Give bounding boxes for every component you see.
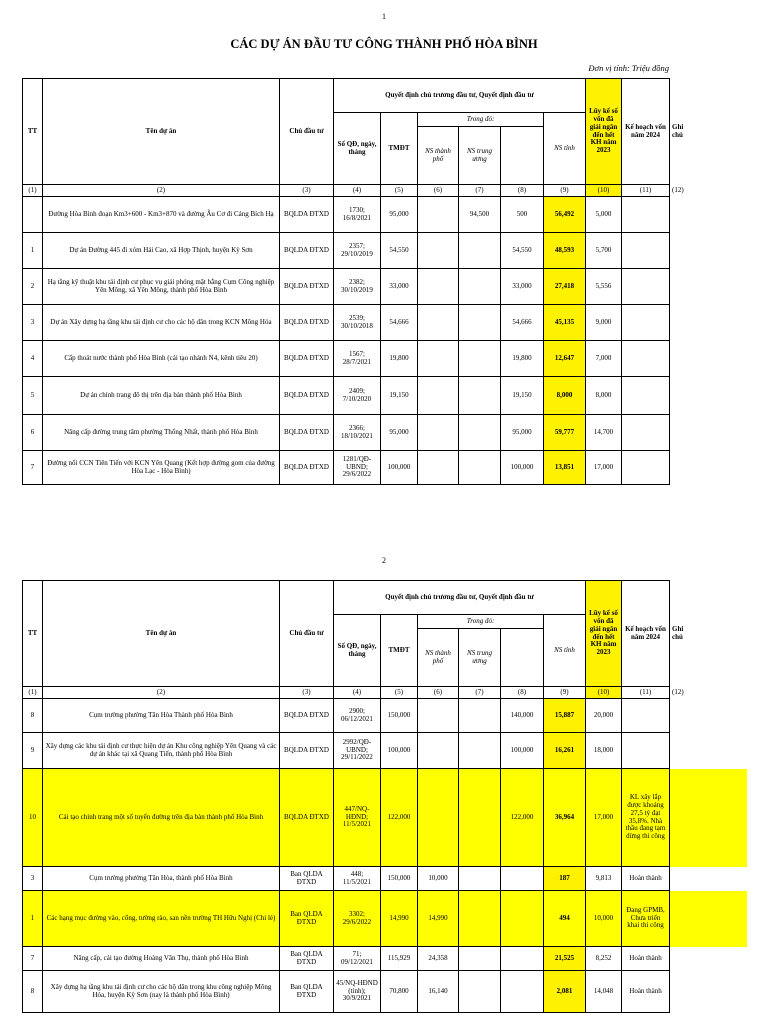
ns-city: 14,990 xyxy=(418,891,459,947)
ns-central xyxy=(459,341,501,377)
ns-city xyxy=(418,341,459,377)
column-number: (5) xyxy=(381,687,418,699)
header-accum: Lũy kế số vốn đã giải ngân đến hết KH năm 2023 xyxy=(586,79,622,185)
table-row xyxy=(23,415,670,451)
accum-disbursed: 2,081 xyxy=(544,971,586,1013)
plan-2024: 9,813 xyxy=(586,867,622,891)
plan-2024: 5,556 xyxy=(586,269,622,305)
plan-2024: 8,252 xyxy=(586,947,622,971)
ns-city: 24,358 xyxy=(418,947,459,971)
plan-2024: 5,000 xyxy=(586,197,622,233)
ns-province: 54,550 xyxy=(501,233,544,269)
project-name: Cụm trường phường Tân Hòa, thành phố Hòa Bình xyxy=(43,867,280,891)
header-owner: Chủ đầu tư xyxy=(280,79,334,185)
project-name: Cụm trường phường Tân Hòa Thành phố Hòa Bình xyxy=(43,699,280,733)
accum-disbursed: 45,135 xyxy=(544,305,586,341)
accum-disbursed: 13,851 xyxy=(544,451,586,485)
note: Đang GPMB, Chưa triển khai thi công xyxy=(622,891,670,947)
column-number: (3) xyxy=(280,687,334,699)
project-name: Đường nối CCN Tiên Tiến với KCN Yên Quang (Kết hợp đường gom của đường Hòa Lạc - Hòa Bình) xyxy=(43,451,280,485)
plan-2024: 18,000 xyxy=(586,733,622,769)
project-name: Xây dựng các khu tái định cư thực hiện dự án Khu công nghiệp Yên Quang và các dự án khác tại xã Quang Tiến, thành phố Hòa Bình xyxy=(43,733,280,769)
header-of-which: Trong đó: xyxy=(418,113,544,127)
row-tt: 6 xyxy=(23,415,43,451)
tmdt: 54,666 xyxy=(381,305,418,341)
column-number: (7) xyxy=(459,185,501,197)
ns-city: 10,000 xyxy=(418,867,459,891)
table-row xyxy=(23,867,670,891)
column-number: (8) xyxy=(501,185,544,197)
header-ns-central: NS trung ương xyxy=(459,629,501,687)
ns-city xyxy=(418,451,459,485)
row-tt: 2 xyxy=(23,269,43,305)
header-project: Tên dự án xyxy=(43,581,280,687)
tmdt: 19,150 xyxy=(381,377,418,415)
projects-table-2: TT Tên dự án Chủ đầu tư Quyết định chủ trương đầu tư, Quyết định đầu tư Lũy kế số vốn đã giải ngân đến hết KH năm 2023 Kế hoạch vốn năm 2024 Ghi chú Số QĐ, ngày, tháng TMĐT Trong đó: NS tỉnh NS thành phố NS trung ương (1) (2) (3) (4) (5) (6) (7) (8) (9) (10) (11) (12) 8 Cụm trường phường Tân Hòa Thành phố Hòa Bình BQLDA ĐTXD 2900; 06/12/2021 150,000 140,000 15,887 20,000 9 Xây dựng các khu tái định cư thực hiện dự án Khu công nghiệp Yên Quang và các dự án khác tại xã Quang Tiến, thành phố Hòa Bình BQLDA ĐTXD 2992/QĐ-UBND; 29/11/2022 100,000 100,000 16,261 18,000 10 Cải tạo chỉnh trang một số tuyến đường trên địa bàn thành phố Hòa Bình BQLDA ĐTXD 447/NQ-HĐND; 11/5/2021 122,000 122,000 36,964 17,000 KL xây lắp được khoảng 27,5 tỷ đạt 35,8%. Nhà thầu đang tạm dừng thi công 3 Cụm trường phường Tân Hòa, thành phố Hòa Bình Ban QLDA ĐTXD 448; 11/5/2021 150,000 10,000 187 9,813 Hoàn thành 1 Các hạng mục đường vào, cổng, tường rào, san nền trường TH Hữu Nghị (Chi lẻ) Ban QLDA ĐTXD 3302; 29/6/2022 14,990 14,990 494 10,000 Đang GPMB, Chưa triển khai thi công 7 Nâng cấp, cải tạo đường Hoàng Văn Thụ, thành phố Hòa Bình Ban QLDA ĐTXD 71; 09/12/2021 115,929 24,358 21,525 8,252 Hoàn thành 8 Xây dựng hạ tầng khu tái định cư cho các hộ dân trong khu công nghiệp Mông Hóa, huyện Kỳ Sơn (nay là thành phố Hòa Bình) Ban QLDA ĐTXD 45/NQ-HĐND (tỉnh); 30/9/2021 70,800 16,140 2,081 14,048 Hoàn thành xyxy=(22,580,670,1013)
project-name: Cải tạo chỉnh trang một số tuyến đường trên địa bàn thành phố Hòa Bình xyxy=(43,769,280,867)
ns-province: 19,800 xyxy=(501,341,544,377)
header-ns-central: NS trung ương xyxy=(459,127,501,185)
column-number: (11) xyxy=(622,687,670,699)
note xyxy=(622,451,670,485)
column-number: (6) xyxy=(418,185,459,197)
project-name: Đường Hòa Bình đoạn Km3+600 - Km3+870 và đường Âu Cơ đi Cảng Bích Hạ xyxy=(43,197,280,233)
header-project: Tên dự án xyxy=(43,79,280,185)
column-number: (2) xyxy=(43,185,280,197)
ns-central xyxy=(459,867,501,891)
decision-no: 2539; 30/10/2018 xyxy=(334,305,381,341)
ns-central xyxy=(459,269,501,305)
table-row xyxy=(23,947,670,971)
row-highlight-extension xyxy=(670,891,747,947)
decision-no: 3302; 29/6/2022 xyxy=(334,891,381,947)
tmdt: 54,550 xyxy=(381,233,418,269)
header-ns-city: NS thành phố xyxy=(418,127,459,185)
ns-central xyxy=(459,947,501,971)
header-decision-group: Quyết định chủ trương đầu tư, Quyết định đầu tư xyxy=(334,581,586,615)
ns-city xyxy=(418,415,459,451)
table-row xyxy=(23,341,670,377)
header-plan: Kế hoạch vốn năm 2024 xyxy=(622,581,670,687)
note: Hoàn thành xyxy=(622,971,670,1013)
plan-2024: 5,700 xyxy=(586,233,622,269)
project-name: Nâng cấp, cải tạo đường Hoàng Văn Thụ, thành phố Hòa Bình xyxy=(43,947,280,971)
row-tt xyxy=(23,197,43,233)
header-tmdt: TMĐT xyxy=(381,113,418,185)
tmdt: 150,000 xyxy=(381,867,418,891)
row-tt: 5 xyxy=(23,377,43,415)
column-number: (10) xyxy=(586,687,622,699)
note xyxy=(622,197,670,233)
note xyxy=(622,341,670,377)
ns-province: 100,000 xyxy=(501,451,544,485)
ns-province: 33,000 xyxy=(501,269,544,305)
owner: BQLDA ĐTXD xyxy=(280,699,334,733)
ns-province: 140,000 xyxy=(501,699,544,733)
table-row xyxy=(23,451,670,485)
column-number: (9) xyxy=(544,687,586,699)
accum-disbursed: 16,261 xyxy=(544,733,586,769)
plan-2024: 10,000 xyxy=(586,891,622,947)
ns-central xyxy=(459,769,501,867)
ns-province: 100,000 xyxy=(501,733,544,769)
note xyxy=(622,733,670,769)
accum-disbursed: 494 xyxy=(544,891,586,947)
header-decision-no: Số QĐ, ngày, tháng xyxy=(334,113,381,185)
column-number: (11) xyxy=(622,185,670,197)
note xyxy=(622,269,670,305)
accum-disbursed: 27,418 xyxy=(544,269,586,305)
header-ns-province: NS tỉnh xyxy=(544,113,586,185)
note xyxy=(622,377,670,415)
decision-no: 2357; 29/10/2019 xyxy=(334,233,381,269)
plan-2024: 8,000 xyxy=(586,377,622,415)
owner: BQLDA ĐTXD xyxy=(280,269,334,305)
ns-central xyxy=(459,415,501,451)
accum-disbursed: 48,593 xyxy=(544,233,586,269)
row-tt: 7 xyxy=(23,451,43,485)
project-name: Dự án Xây dựng hạ tầng khu tái định cư cho các hộ dân trong KCN Mông Hóa xyxy=(43,305,280,341)
table-row xyxy=(23,197,670,233)
project-name: Dự án chỉnh trang đô thị trên địa bàn thành phố Hòa Bình xyxy=(43,377,280,415)
column-number: (4) xyxy=(334,687,381,699)
table-row xyxy=(23,269,670,305)
owner: BQLDA ĐTXD xyxy=(280,233,334,269)
tmdt: 33,000 xyxy=(381,269,418,305)
accum-disbursed: 8,000 xyxy=(544,377,586,415)
accum-disbursed: 21,525 xyxy=(544,947,586,971)
project-name: Nâng cấp đường trung tâm phường Thống Nhất, thành phố Hòa Bình xyxy=(43,415,280,451)
owner: Ban QLDA ĐTXD xyxy=(280,947,334,971)
header-ns-city: NS thành phố xyxy=(418,629,459,687)
plan-2024: 7,000 xyxy=(586,341,622,377)
row-highlight-extension xyxy=(670,769,747,867)
tmdt: 70,800 xyxy=(381,971,418,1013)
owner: BQLDA ĐTXD xyxy=(280,341,334,377)
owner: BQLDA ĐTXD xyxy=(280,305,334,341)
note: KL xây lắp được khoảng 27,5 tỷ đạt 35,8%. Nhà thầu đang tạm dừng thi công xyxy=(622,769,670,867)
tmdt: 122,000 xyxy=(381,769,418,867)
note: Hoàn thành xyxy=(622,867,670,891)
row-tt: 9 xyxy=(23,733,43,769)
decision-no: 2900; 06/12/2021 xyxy=(334,699,381,733)
ns-central xyxy=(459,699,501,733)
row-tt: 3 xyxy=(23,867,43,891)
ns-central xyxy=(459,891,501,947)
row-tt: 8 xyxy=(23,699,43,733)
ns-central xyxy=(459,971,501,1013)
accum-disbursed: 56,492 xyxy=(544,197,586,233)
note xyxy=(622,415,670,451)
ns-city xyxy=(418,769,459,867)
table-row xyxy=(23,891,670,947)
plan-2024: 14,048 xyxy=(586,971,622,1013)
page-number: 2 xyxy=(382,556,386,565)
header-tt: TT xyxy=(23,581,43,687)
ns-city xyxy=(418,269,459,305)
ns-province: 95,000 xyxy=(501,415,544,451)
column-number: (1) xyxy=(23,185,43,197)
project-name: Cấp thoát nước thành phố Hòa Bình (cải tạo nhánh N4, kênh tiêu 20) xyxy=(43,341,280,377)
ns-province: 54,666 xyxy=(501,305,544,341)
column-number: (2) xyxy=(43,687,280,699)
ns-city: 16,140 xyxy=(418,971,459,1013)
tmdt: 100,000 xyxy=(381,733,418,769)
page-number: 1 xyxy=(382,12,386,21)
ns-central xyxy=(459,377,501,415)
note xyxy=(622,699,670,733)
ns-central xyxy=(459,305,501,341)
header-ns-province: NS tỉnh xyxy=(544,615,586,687)
ns-province: 122,000 xyxy=(501,769,544,867)
decision-no: 448; 11/5/2021 xyxy=(334,867,381,891)
owner: Ban QLDA ĐTXD xyxy=(280,971,334,1013)
column-number-row: (1) (2) (3) (4) (5) (6) (7) (8) (9) (10) (11) (12) xyxy=(23,185,670,197)
project-name: Dự án Đường 445 đi xóm Hải Cao, xã Hợp Thịnh, huyện Kỳ Sơn xyxy=(43,233,280,269)
table-row xyxy=(23,305,670,341)
column-number: (7) xyxy=(459,687,501,699)
ns-city xyxy=(418,233,459,269)
table-row xyxy=(23,971,670,1013)
decision-no: 2366; 18/10/2021 xyxy=(334,415,381,451)
ns-central xyxy=(459,451,501,485)
table-row xyxy=(23,769,670,867)
ns-central xyxy=(459,233,501,269)
ns-central xyxy=(459,733,501,769)
column-number: (4) xyxy=(334,185,381,197)
column-number-row: (1) (2) (3) (4) (5) (6) (7) (8) (9) (10) (11) (12) xyxy=(23,687,670,699)
unit-label: Đơn vị tính: Triệu đồng xyxy=(588,63,669,73)
row-tt: 8 xyxy=(23,971,43,1013)
column-number: (5) xyxy=(381,185,418,197)
projects-table-1: TT Tên dự án Chủ đầu tư Quyết định chủ trương đầu tư, Quyết định đầu tư Lũy kế số vốn đã giải ngân đến hết KH năm 2023 Kế hoạch vốn năm 2024 Ghi chú Số QĐ, ngày, tháng TMĐT Trong đó: NS tỉnh NS thành phố NS trung ương (1) (2) (3) (4) (5) (6) (7) (8) (9) (10) (11) (12) Đường Hòa Bình đoạn Km3+600 - Km3+870 và đường Âu Cơ đi Cảng Bích Hạ BQLDA ĐTXD 1730; 16/8/2021 95,000 94,500 500 56,492 5,000 1 Dự án Đường 445 đi xóm Hải Cao, xã Hợp Thịnh, huyện Kỳ Sơn BQLDA ĐTXD 2357; 29/10/2019 54,550 54,550 48,593 5,700 2 Hạ tầng kỹ thuật khu tái định cư phục vụ giải phóng mặt bằng Cụm Công nghiệp Yên Mông, xã Yên Mông, thành phố Hòa Bình BQLDA ĐTXD 2382; 30/10/2019 33,000 33,000 27,418 5,556 3 Dự án Xây dựng hạ tầng khu tái định cư cho các hộ dân trong KCN Mông Hóa BQLDA ĐTXD 2539; 30/10/2018 54,666 54,666 45,135 9,000 4 Cấp thoát nước thành phố Hòa Bình (cải tạo nhánh N4, kênh tiêu 20) BQLDA ĐTXD 1567; 28/7/2021 19,800 19,800 12,647 7,000 5 Dự án chỉnh trang đô thị trên địa bàn thành phố Hòa Bình BQLDA ĐTXD 2409; 7/10/2020 19,150 19,150 8,000 8,000 6 Nâng cấp đường trung tâm phường Thống Nhất, thành phố Hòa Bình BQLDA ĐTXD 2366; 18/10/2021 95,000 95,000 59,777 14,700 7 Đường nối CCN Tiên Tiến với KCN Yên Quang (Kết hợp đường gom của đường Hòa Lạc - Hòa Bình) BQLDA ĐTXD 1281/QĐ-UBND; 29/6/2022 100,000 100,000 13,851 17,000 xyxy=(22,78,670,485)
column-number: (9) xyxy=(544,185,586,197)
tmdt: 14,990 xyxy=(381,891,418,947)
decision-no: 1567; 28/7/2021 xyxy=(334,341,381,377)
project-name: Xây dựng hạ tầng khu tái định cư cho các hộ dân trong khu công nghiệp Mông Hóa, huyện Kỳ Sơn (nay là thành phố Hòa Bình) xyxy=(43,971,280,1013)
row-tt: 7 xyxy=(23,947,43,971)
decision-no: 1730; 16/8/2021 xyxy=(334,197,381,233)
tmdt: 95,000 xyxy=(381,415,418,451)
owner: BQLDA ĐTXD xyxy=(280,733,334,769)
header-decision-no: Số QĐ, ngày, tháng xyxy=(334,615,381,687)
header-of-which: Trong đó: xyxy=(418,615,544,629)
owner: Ban QLDA ĐTXD xyxy=(280,891,334,947)
header-owner: Chủ đầu tư xyxy=(280,581,334,687)
plan-2024: 14,700 xyxy=(586,415,622,451)
owner: BQLDA ĐTXD xyxy=(280,769,334,867)
ns-city xyxy=(418,197,459,233)
ns-province xyxy=(501,947,544,971)
ns-province xyxy=(501,891,544,947)
header-decision-group: Quyết định chủ trương đầu tư, Quyết định đầu tư xyxy=(334,79,586,113)
header-tt: TT xyxy=(23,79,43,185)
accum-disbursed: 12,647 xyxy=(544,341,586,377)
tmdt: 100,000 xyxy=(381,451,418,485)
row-tt: 3 xyxy=(23,305,43,341)
plan-2024: 17,000 xyxy=(586,451,622,485)
owner: BQLDA ĐTXD xyxy=(280,415,334,451)
project-name: Các hạng mục đường vào, cổng, tường rào, san nền trường TH Hữu Nghị (Chi lẻ) xyxy=(43,891,280,947)
row-tt: 1 xyxy=(23,891,43,947)
accum-disbursed: 187 xyxy=(544,867,586,891)
tmdt: 150,000 xyxy=(381,699,418,733)
plan-2024: 17,000 xyxy=(586,769,622,867)
decision-no: 2409; 7/10/2020 xyxy=(334,377,381,415)
accum-disbursed: 15,887 xyxy=(544,699,586,733)
plan-2024: 20,000 xyxy=(586,699,622,733)
tmdt: 95,000 xyxy=(381,197,418,233)
accum-disbursed: 59,777 xyxy=(544,415,586,451)
plan-2024: 9,000 xyxy=(586,305,622,341)
column-number: (6) xyxy=(418,687,459,699)
table-row xyxy=(23,699,670,733)
decision-no: 1281/QĐ-UBND; 29/6/2022 xyxy=(334,451,381,485)
accum-disbursed: 36,964 xyxy=(544,769,586,867)
header-plan: Kế hoạch vốn năm 2024 xyxy=(622,79,670,185)
row-tt: 1 xyxy=(23,233,43,269)
owner: BQLDA ĐTXD xyxy=(280,451,334,485)
row-tt: 4 xyxy=(23,341,43,377)
ns-province xyxy=(501,971,544,1013)
decision-no: 447/NQ-HĐND; 11/5/2021 xyxy=(334,769,381,867)
owner: BQLDA ĐTXD xyxy=(280,377,334,415)
decision-no: 45/NQ-HĐND (tỉnh); 30/9/2021 xyxy=(334,971,381,1013)
decision-no: 2382; 30/10/2019 xyxy=(334,269,381,305)
row-tt: 10 xyxy=(23,769,43,867)
column-number: (10) xyxy=(586,185,622,197)
header-tmdt: TMĐT xyxy=(381,615,418,687)
column-number: (8) xyxy=(501,687,544,699)
ns-province: 19,150 xyxy=(501,377,544,415)
owner: BQLDA ĐTXD xyxy=(280,197,334,233)
tmdt: 19,800 xyxy=(381,341,418,377)
column-number: (3) xyxy=(280,185,334,197)
page-title: CÁC DỰ ÁN ĐẦU TƯ CÔNG THÀNH PHỐ HÒA BÌNH xyxy=(230,37,538,51)
project-name: Hạ tầng kỹ thuật khu tái định cư phục vụ giải phóng mặt bằng Cụm Công nghiệp Yên Mông, xã Yên Mông, thành phố Hòa Bình xyxy=(43,269,280,305)
ns-city xyxy=(418,699,459,733)
note xyxy=(622,233,670,269)
table-row xyxy=(23,733,670,769)
ns-central: 94,500 xyxy=(459,197,501,233)
ns-city xyxy=(418,377,459,415)
decision-no: 71; 09/12/2021 xyxy=(334,947,381,971)
decision-no: 2992/QĐ-UBND; 29/11/2022 xyxy=(334,733,381,769)
ns-city xyxy=(418,733,459,769)
table-row xyxy=(23,233,670,269)
note: Hoàn thành xyxy=(622,947,670,971)
table-row xyxy=(23,377,670,415)
owner: Ban QLDA ĐTXD xyxy=(280,867,334,891)
ns-province: 500 xyxy=(501,197,544,233)
column-number: (1) xyxy=(23,687,43,699)
note xyxy=(622,305,670,341)
ns-city xyxy=(418,305,459,341)
ns-province xyxy=(501,867,544,891)
header-accum: Lũy kế số vốn đã giải ngân đến hết KH năm 2023 xyxy=(586,581,622,687)
tmdt: 115,929 xyxy=(381,947,418,971)
